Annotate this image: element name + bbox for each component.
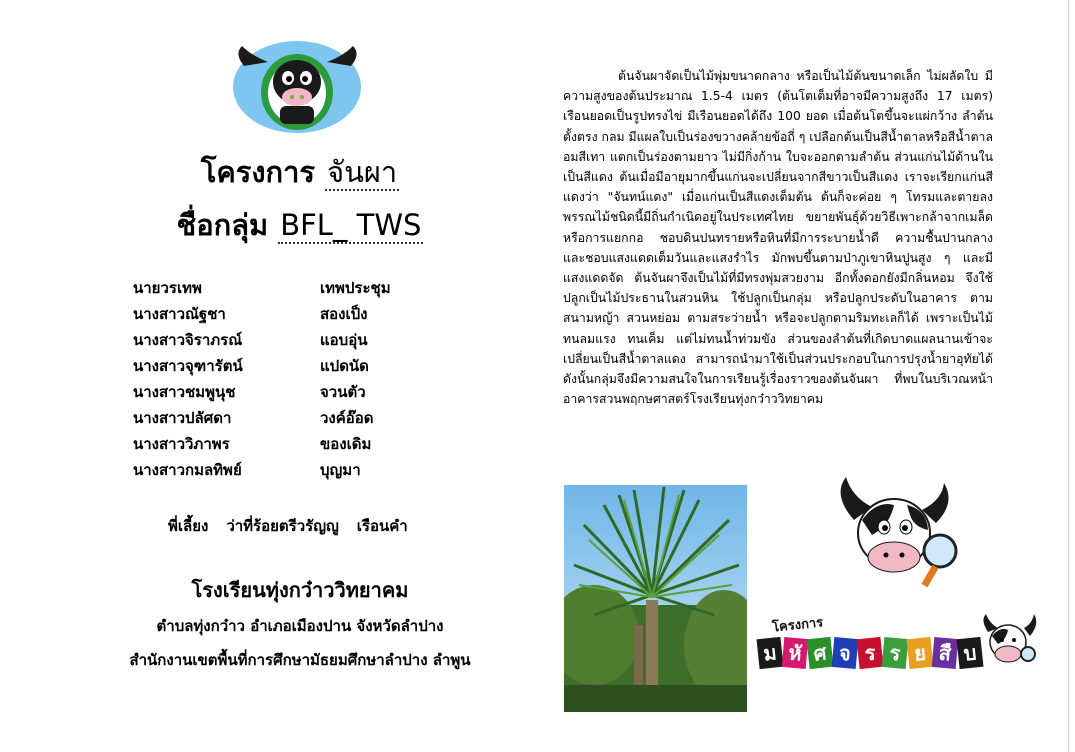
mentor-name: ว่าที่ร้อยตรีวรัญญู [226,517,339,535]
member-row [133,406,433,432]
member-row [133,276,433,302]
member-row [133,380,433,406]
education-office: สำนักงานเขตพื้นที่การศึกษามัธยมศึกษาลำปาง ลำพูน [129,651,471,669]
member-row [133,328,433,354]
member-row [133,302,433,328]
member-first-name: นายวรเทพ [133,279,202,297]
page-edge-line [1068,0,1069,752]
mentor-last-name: เรือนคำ [356,517,408,535]
banner-letters [758,638,983,668]
club-logo [230,40,365,135]
banner-letter: ร [882,637,909,669]
banner-letter: ม [756,637,783,669]
member-last-name: วงค์อ๊อด [320,409,374,427]
project-name: จันผา [327,155,398,189]
project-banner [758,612,1043,682]
member-row [133,458,433,484]
description-paragraph: ต้นจันผาจัดเป็นไม้พุ่มขนาดกลาง หรือเป็นไม้ต้นขนาดเล็ก ไม่ผลัดใบ มีความสูงของต้นประมาณ 1.5-4 เมตร (ต้นโตเต็มที่อาจมีความสูงถึง 17 เมตร) เรือนยอดเป็นรูปทรงไข่ มีเรือนยอดได้ถึง 100 ยอด เมื่อต้นโตขึ้นจะแผ่กว้าง ลำต้นตั้งตรง กลม มีแผลใบเป็นร่องขวางคล้ายข้อถี่ ๆ เปลือกต้นเป็นสีน้ำตาลหรือสีน้ำตาลอมสีเทา แตกเป็นร่องตามยาว ไม่มีกิ่งก้าน ใบจะออกตามลำต้น ส่วนแก่นไม้ด้านในเป็นสีแดง ต้นเมื่อมีอายุมากขึ้นแก่นจะเปลี่ยนจากสีขาวเป็นสีแดง เราจะเรียกแก่นสีแดงว่า "จันทน์แดง" เมื่อแก่นเป็นสีแดงเต็มต้น ต้นก็จะค่อย ๆ โทรมและตายลง พรรณไม้ชนิดนี้มีถิ่นกำเนิดอยู่ในประเทศไทย ขยายพันธุ์ด้วยวิธีเพาะกล้าจากเมล็ดหรือการแยกกอ ชอบดินปนทรายหรือหินที่มีการระบายน้ำดี ความชื้นปานกลาง และชอบแสงแดดเต็มวันและแสงรำไร มักพบขึ้นตามป่าภูเขาหินปูนสูง ๆ และมีแสงแดดจัด ต้นจันผาจึงเป็นไม้ที่มีทรงพุ่มสวยงาม อีกทั้งดอกยังมีกลิ่นหอม จึงใช้ปลูกเป็นไม้ประธานในสวนหิน ใช้ปลูกเป็นกลุ่ม หรือปลูกประดับในอาคาร ตามสนามหญ้า สวนหย่อม ตามสระว่ายน้ำ หรือจะปลูกตามริมทะเลก็ได้ เพราะเป็นไม้ทนลมแรง ทนเค็ม แต่ไม่ทนน้ำท่วมขัง ส่วนของลำต้นที่เกิดบาดแผลนานเข้าจะเปลี่ยนเป็นสีน้ำตาลแดง สามารถนำมาใช้เป็นส่วนประกอบในการปรุงน้ำยาอุทัยได้ ดังนั้นกลุ่มจึงมีความสนใจในการเรียนรู้เรื่องราวของต้นจันผา ที่พบในบริเวณหน้าอาคารสวนพฤกษศาสตร์โรงเรียนทุ่งกว๋าววิทยาคม [563,69,993,407]
banner-letter: จ [832,637,859,669]
project-prefix: โครงการ [200,155,315,189]
banner-letter: บ [956,637,983,669]
member-last-name: ของเดิม [320,435,372,453]
mentor-label: พี่เลี้ยง [168,517,209,535]
member-row [133,354,433,380]
mentor-line [168,514,408,538]
cow-mascot-magnifier [832,475,962,595]
member-first-name: นางสาวกมลทิพย์ [133,461,242,479]
member-first-name: นางสาวปลัศดา [133,409,232,427]
banner-letter: สื [932,637,959,669]
banner-letter: ศ [806,637,833,669]
banner-letter: ร [856,637,883,669]
member-last-name: บุญมา [320,461,361,479]
school-name: โรงเรียนทุ่งกว๋าววิทยาคม [191,578,409,602]
project-title [95,154,505,190]
member-last-name: แอบอุ่น [320,331,368,349]
group-title [95,207,505,243]
member-first-name: นางสาวณัฐชา [133,305,226,323]
banner-letter: หั [782,637,809,669]
group-prefix: ชื่อกลุ่ม [176,208,269,242]
group-name: BFL_ TWS [280,208,422,242]
member-first-name: นางสาววิภาพร [133,435,230,453]
member-last-name: สองเป็ง [320,305,368,323]
member-first-name: นางสาวจิราภรณ์ [133,331,243,349]
plant-photo [564,485,747,712]
member-last-name: จวนตัว [320,383,366,401]
member-list [133,276,433,484]
member-row [133,432,433,458]
member-first-name: นางสาวจุฑารัตน์ [133,357,243,375]
member-last-name: เทพประชุม [320,279,391,297]
member-first-name: นางสาวชมพูนุช [133,383,236,401]
school-address: ตำบลทุ่งกว๋าว อำเภอเมืองปาน จังหวัดลำปาง [156,617,444,635]
banner-title: โครงการ [771,615,824,636]
member-last-name: แปดนัด [320,357,369,375]
banner-cow-icon [980,614,1040,672]
banner-letter: ย [906,637,933,669]
